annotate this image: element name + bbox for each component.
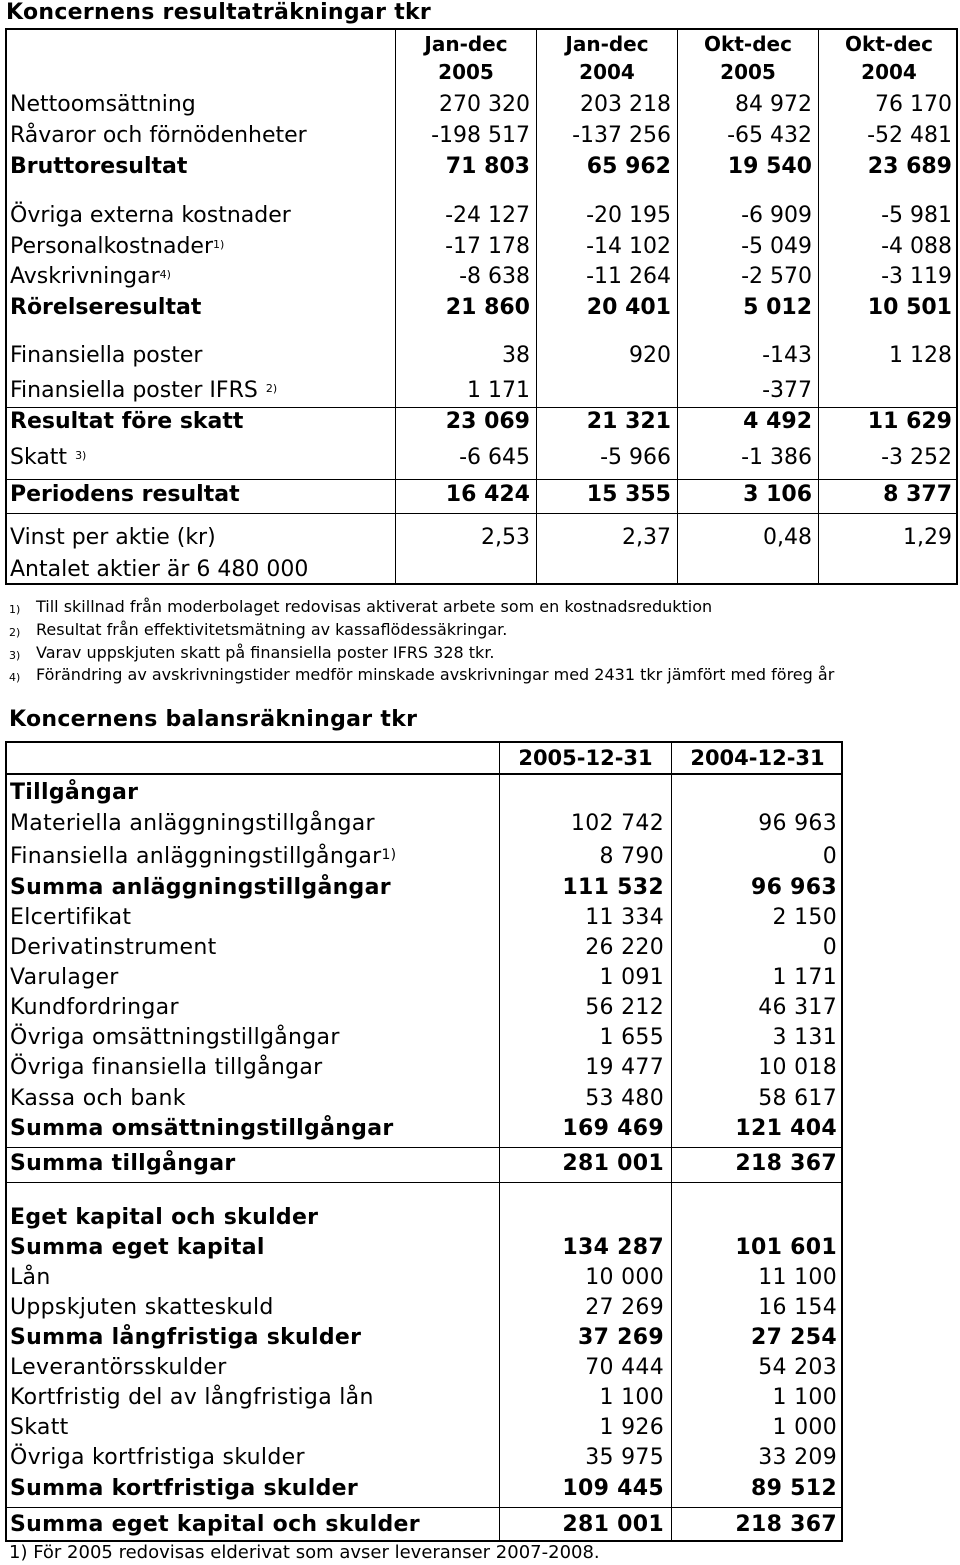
income-row-label: Finansiella poster IFRS $^{2)}$ [10, 378, 278, 403]
balance-row-label: Materiella anläggningstillgångar [10, 811, 375, 836]
income-row-label: Finansiella poster [10, 343, 203, 368]
income-cell: 203 218 [580, 92, 671, 117]
balance-row-label: Övriga kortfristiga skulder [10, 1445, 305, 1470]
balance-row-label: Elcertifikat [10, 905, 132, 930]
income-header: Jan-dec 2005 [424, 32, 508, 84]
balance-cell: 1 171 [772, 965, 837, 990]
income-cell: -24 127 [445, 203, 530, 228]
footnote-marker: 1) [381, 847, 397, 863]
balance-cell: 96 963 [751, 875, 837, 900]
income-cell: 71 803 [445, 154, 530, 179]
balance-row-label: Summa omsättningstillgångar [10, 1116, 394, 1141]
footnote-marker: 2) [265, 382, 278, 395]
balance-title: Koncernens balansräkningar tkr [9, 707, 418, 732]
income-cell: 10 501 [867, 295, 952, 320]
balance-row-label: Summa anläggningstillgångar [10, 875, 391, 900]
balance-col-divider [499, 741, 500, 1542]
balance-cell: 1 091 [599, 965, 664, 990]
income-cell: -5 049 [741, 234, 812, 259]
income-row-label: Skatt $^{3)}$ [10, 445, 87, 470]
income-row-label: Nettoomsättning [10, 92, 196, 117]
footnote-text: Förändring av avskrivningstider medför minskade avskrivningar med 2431 tkr jämfört med föreg år [36, 665, 835, 684]
balance-cell: 89 512 [751, 1476, 837, 1501]
income-cell: 0,48 [763, 525, 812, 550]
footnote-number: 2) [9, 626, 21, 639]
income-col-divider [677, 28, 678, 585]
income-cell: 84 972 [735, 92, 812, 117]
balance-row-label: Lån [10, 1265, 51, 1290]
income-col-divider [395, 28, 396, 585]
footnote-number: 1) [9, 603, 21, 616]
balance-cell: 53 480 [585, 1086, 664, 1111]
income-header: Jan-dec 2004 [565, 32, 649, 84]
balance-cell: 27 269 [585, 1295, 664, 1320]
footnote-marker: 4) [159, 268, 171, 281]
income-cell: -1 386 [741, 445, 812, 470]
balance-cell: 33 209 [758, 1445, 837, 1470]
income-cell: -198 517 [431, 123, 530, 148]
balance-cell: 96 963 [758, 811, 837, 836]
balance-cell: 16 154 [758, 1295, 837, 1320]
balance-cell: 27 254 [751, 1325, 837, 1350]
income-cell: 4 492 [743, 409, 812, 434]
balance-row-label: Övriga omsättningstillgångar [10, 1025, 340, 1050]
balance-cell: 281 001 [562, 1512, 664, 1537]
income-cell: 19 540 [727, 154, 812, 179]
income-cell: 21 860 [445, 295, 530, 320]
income-header: Okt-dec 2004 [845, 32, 933, 84]
balance-footnote: 1) För 2005 redovisas elderivat som avser leveranser 2007-2008. [9, 1542, 600, 1563]
income-cell: 38 [502, 343, 530, 368]
balance-cell: 134 287 [562, 1235, 664, 1260]
balance-row-label: Skatt [10, 1415, 69, 1440]
footnote-text: Till skillnad från moderbolaget redovisas aktiverat arbete som en kostnadsreduktion [36, 597, 713, 616]
income-row-label: Vinst per aktie (kr) [10, 525, 216, 550]
balance-cell: 169 469 [562, 1116, 664, 1141]
income-col-divider [536, 28, 537, 585]
balance-row-label: Varulager [10, 965, 119, 990]
income-cell: 270 320 [439, 92, 530, 117]
income-cell: 5 012 [743, 295, 812, 320]
footnote-marker: 3) [75, 449, 87, 462]
balance-row-label: Kortfristig del av långfristiga lån [10, 1385, 374, 1410]
income-cell: -5 966 [600, 445, 671, 470]
income-cell: 65 962 [586, 154, 671, 179]
footnote-number: 4) [9, 671, 21, 684]
footnote-text: Resultat från effektivitetsmätning av kassaflödessäkringar. [36, 620, 508, 639]
income-cell: 20 401 [586, 295, 671, 320]
balance-cell: 11 334 [585, 905, 664, 930]
income-row-label: Bruttoresultat [10, 154, 188, 179]
balance-row-label: Övriga finansiella tillgångar [10, 1055, 323, 1080]
balance-cell: 58 617 [758, 1086, 837, 1111]
income-cell: -6 909 [741, 203, 812, 228]
balance-row-divider [5, 1147, 843, 1148]
balance-row-label: Summa tillgångar [10, 1151, 236, 1176]
income-cell: -137 256 [572, 123, 671, 148]
balance-row-label: Eget kapital och skulder [10, 1205, 319, 1230]
balance-header: 2004-12-31 [690, 746, 825, 770]
income-row-label: Personalkostnader$^{1)}$ [10, 234, 225, 259]
balance-cell: 1 000 [772, 1415, 837, 1440]
income-cell: -65 432 [727, 123, 812, 148]
balance-cell: 121 404 [735, 1116, 837, 1141]
balance-row-label: Finansiella anläggningstillgångar$^{1)}$ [10, 844, 397, 869]
income-cell: 1,29 [903, 525, 952, 550]
balance-row-label: Summa långfristiga skulder [10, 1325, 362, 1350]
income-header: Okt-dec 2005 [704, 32, 792, 84]
balance-cell: 0 [822, 935, 837, 960]
balance-cell: 1 100 [772, 1385, 837, 1410]
income-row-label: Övriga externa kostnader [10, 203, 291, 228]
balance-cell: 0 [822, 844, 837, 869]
balance-header-rule [5, 773, 843, 775]
balance-cell: 111 532 [562, 875, 664, 900]
income-cell: -143 [762, 343, 812, 368]
income-cell: 1 171 [467, 378, 530, 403]
balance-cell: 10 000 [585, 1265, 664, 1290]
income-cell: -3 252 [881, 445, 952, 470]
income-cell: -20 195 [586, 203, 671, 228]
balance-cell: 101 601 [735, 1235, 837, 1260]
balance-cell: 19 477 [585, 1055, 664, 1080]
balance-cell: 109 445 [562, 1476, 664, 1501]
income-row-divider [5, 513, 958, 514]
balance-header: 2005-12-31 [518, 746, 653, 770]
balance-col-divider [671, 741, 672, 1542]
income-cell: 8 377 [883, 482, 952, 507]
balance-cell: 46 317 [758, 995, 837, 1020]
income-cell: 15 355 [586, 482, 671, 507]
balance-row-label: Derivatinstrument [10, 935, 217, 960]
income-cell: -2 570 [741, 264, 812, 289]
balance-cell: 54 203 [758, 1355, 837, 1380]
balance-cell: 56 212 [585, 995, 664, 1020]
balance-cell: 102 742 [570, 811, 664, 836]
balance-cell: 3 131 [772, 1025, 837, 1050]
income-cell: -8 638 [459, 264, 530, 289]
income-row-label: Periodens resultat [10, 482, 240, 507]
income-cell: 21 321 [586, 409, 671, 434]
income-row-label: Råvaror och förnödenheter [10, 123, 307, 148]
income-cell: 76 170 [875, 92, 952, 117]
income-row-label: Resultat före skatt [10, 409, 244, 434]
income-cell: -377 [762, 378, 812, 403]
footnote-number: 3) [9, 649, 21, 662]
income-cell: -5 981 [881, 203, 952, 228]
income-row-label: Avskrivningar$^{4)}$ [10, 264, 171, 289]
income-cell: 16 424 [445, 482, 530, 507]
footnote-text: Varav uppskjuten skatt på finansiella poster IFRS 328 tkr. [36, 643, 495, 662]
income-cell: 1 128 [889, 343, 952, 368]
balance-cell: 26 220 [585, 935, 664, 960]
income-cell: -11 264 [586, 264, 671, 289]
balance-row-label: Kundfordringar [10, 995, 179, 1020]
balance-row-label: Summa kortfristiga skulder [10, 1476, 358, 1501]
income-title: Koncernens resultaträkningar tkr [6, 0, 432, 25]
income-cell: 11 629 [867, 409, 952, 434]
balance-cell: 37 269 [578, 1325, 664, 1350]
balance-cell: 8 790 [599, 844, 664, 869]
balance-cell: 11 100 [758, 1265, 837, 1290]
income-cell: 23 069 [445, 409, 530, 434]
balance-cell: 1 655 [599, 1025, 664, 1050]
income-cell: -14 102 [586, 234, 671, 259]
income-cell: -6 645 [459, 445, 530, 470]
income-row-label: Antalet aktier är 6 480 000 [10, 557, 309, 582]
balance-row-label: Summa eget kapital och skulder [10, 1512, 420, 1537]
balance-cell: 10 018 [758, 1055, 837, 1080]
footnote-marker: 1) [213, 238, 225, 251]
balance-row-divider [5, 1507, 843, 1508]
balance-cell: 1 100 [599, 1385, 664, 1410]
balance-cell: 218 367 [735, 1151, 837, 1176]
balance-cell: 1 926 [599, 1415, 664, 1440]
income-cell: -52 481 [867, 123, 952, 148]
income-cell: 2,37 [622, 525, 671, 550]
income-cell: -3 119 [881, 264, 952, 289]
balance-cell: 35 975 [585, 1445, 664, 1470]
income-cell: 2,53 [481, 525, 530, 550]
income-cell: 23 689 [867, 154, 952, 179]
balance-row-label: Tillgångar [10, 780, 139, 805]
balance-row-label: Summa eget kapital [10, 1235, 265, 1260]
balance-row-label: Leverantörsskulder [10, 1355, 227, 1380]
balance-row-label: Uppskjuten skatteskuld [10, 1295, 274, 1320]
income-cell: -4 088 [881, 234, 952, 259]
balance-cell: 218 367 [735, 1512, 837, 1537]
balance-cell: 70 444 [585, 1355, 664, 1380]
balance-row-label: Kassa och bank [10, 1086, 186, 1111]
balance-row-divider [5, 1182, 843, 1183]
income-cell: 3 106 [743, 482, 812, 507]
income-cell: -17 178 [445, 234, 530, 259]
income-cell: 920 [629, 343, 671, 368]
income-row-label: Rörelseresultat [10, 295, 202, 320]
income-col-divider [818, 28, 819, 585]
balance-cell: 281 001 [562, 1151, 664, 1176]
balance-cell: 2 150 [772, 905, 837, 930]
